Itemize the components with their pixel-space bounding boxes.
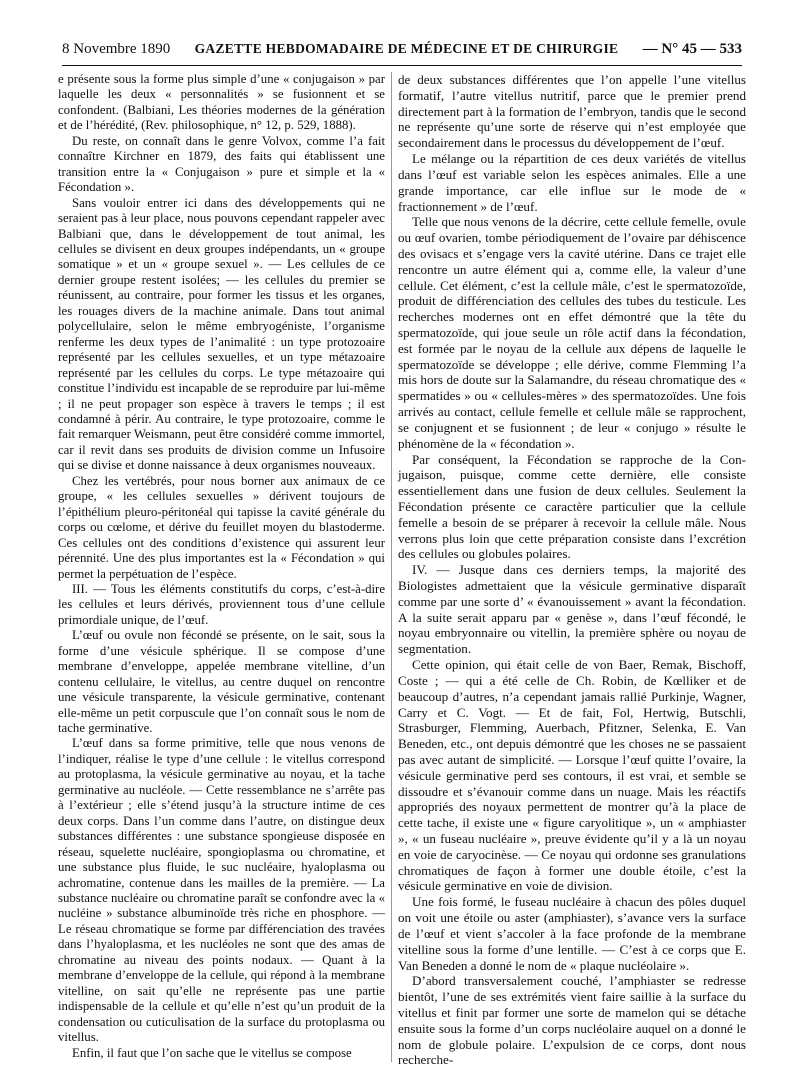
paragraph: e présente sous la forme plus simple d’une « conjugaison » par laquelle les deux « personnalités » se fusionnent et se confondent. (Balbiani, Les théories modernes de la génération et de l’hérédité, (Rev. philosophique, n° 12, p. 529, 1888). (58, 72, 385, 133)
paragraph: Cette opinion, qui était celle de von Baer, Remak, Bischoff, Coste ; — qui a été celle de Ch. Robin, de Kœlliker et de beaucoup d’autres, n’a cependant jamais rallié Purkinje, Wagner, Carry et C. Vogt. — Et de fait, Fol, Hertwig, Butschli, Strasburger, Flemming, Auerbach, Pfitzner, Selenka, E. Van Beneden, etc., ont depuis démontré que les choses ne se passaient pas avec autant de simplicité. — Lorsque l’œuf quitte l’ovaire, la vésicule germinative perd ses contours, il est vrai, et semble se dissoudre et s’évanouir comme dans un nuage. Mais les réactifs appropriés des noyaux permettent de montrer qu’à la place de cette tache, il existe une « figure caryolitique », un « amphiaster », « un fuseau nucléaire », preuve évidente qu’il y a là un noyau en voie de caryocinèse. — Ce noyau qui ordonne ses granulations chromatiques de façon à former une double étoile, c’est la vésicule germinative en voie de division. (398, 657, 746, 894)
left-column (58, 72, 385, 1061)
issue-number: — N° 45 — 533 (642, 40, 742, 57)
paragraph: III. — Tous les éléments constitutifs du corps, c’est-à-dire les cellules et leurs dérivés, proviennent tous d’une cellule primordiale unique, de l’œuf. (58, 581, 385, 627)
paragraph: Le mélange ou la répartition de ces deux variétés de vitellus dans l’œuf est variable selon les espèces animales. Elle a une grande importance, car elle influe sur le mode de « fractionnement » de l’œuf. (398, 151, 746, 214)
header-date: 8 Novembre 1890 (62, 40, 171, 57)
paragraph: Par conséquent, la Fécondation se rapproche de la Conjugaison, puisque, comme cette dernière, elle consiste essentiellement dans une fusion de deux cellules. Seulement la Fécondation présente ce caractère particulier que la cellule femelle a besoin de se préparer à recevoir la cellule mâle. Nous verrons plus loin que cette préparation consiste dans l’excrétion des cellules ou globules polaires. (398, 451, 746, 562)
paragraph: Enfin, il faut que l’on sache que le vitellus se compose (72, 1045, 352, 1060)
paragraph: L’œuf ou ovule non fécondé se présente, on le sait, sous la forme d’une vésicule sphérique. Il se compose d’une membrane d’enveloppe, appelée membrane vitelline, d’un contenu cellulaire, le vitellus, au centre duquel on rencontre une vésicule transparente, la vésicule germinative, contenant elle-même un petit corpuscule que l’on connaît sous le nom de tache germinative. (58, 628, 385, 736)
paragraph: Une fois formé, le fuseau nucléaire à chacun des pôles duquel on voit une étoile ou aster (amphiaster), s’avance vers la surface de l’œuf et vient s’accoler à la face profonde de la membrane vitelline sous la forme d’une lentille. — C’est à ce corps que E. Van Beneden a donné le nom de « plaque nucléolaire ». (398, 894, 746, 973)
paragraph: L’œuf dans sa forme primitive, telle que nous venons de l’indiquer, réalise le type d’une cellule : le vitellus correspond au protoplasma, la vésicule germinative au noyau, et la tache germinative au nucléole. — Cette ressemblance ne s’arrête pas à l’extérieur ; elle s’étend jusqu’à la structure intime de ces deux corps. Dans l’un comme dans l’autre, on distingue deux substances différentes : une substance spongieuse disposée en réseau, squelette nucléaire, spongioplasma ou chromatine, et une substance plus fluide, le suc nucléaire, hyaloplasma ou achromatine, contenue dans les mailles de la première. — La substance nucléaire ou chromatine paraît se confondre avec la « nucléine » substance albuminoïde très riche en phosphore. — Le réseau chromatique se forme par différenciation des travées dans l’hyaloplasma, et les nucléoles ne sont que des amas de chromatine au niveau des points nodaux. — Quant à la membrane d’enveloppe de la cellule, qui répond à la membrane vitelline, on sait qu’elle ne représente pas une partie indispensable de la cellule et qu’elle n’est qu’un produit de la condensation ou cuticulisation de la surface du protoplasma ou vitellus. (58, 736, 385, 1045)
paragraph: Chez les vertébrés, pour nous borner aux animaux de ce groupe, « les cellules sexuelles » dérivent toujours de l’épithélium pleuro-péritonéal qui tapisse la cavité générale du corps ou cœlome, et dérive du feuillet moyen du blastoderme. Ces cellules ont des conditions d’existence qui assurent leur pérennité. Une des plus importantes est la « Fécondation » qui permet la perpétuation de l’espèce. (58, 473, 385, 581)
paragraph: de deux substances différentes que l’on appelle l’une vitellus formatif, l’autre vitellus nutritif, parce que le premier prend directement part à la formation de l’embryon, tandis que le second ne représente qu’une sorte de réserve qui n’est employée que secondairement dans le processus du développement de l’œuf. (398, 72, 746, 151)
journal-title: GAZETTE HEBDOMADAIRE DE MÉDECINE ET DE CHIRURGIE (194, 41, 619, 56)
paragraph: Sans vouloir entrer ici dans des développements qui ne seraient pas à leur place, nous pouvons cependant rappeler avec Balbiani que, dans le développement de tout animal, les cellules se divisent en deux groupes indépendants, un « groupe somatique » et un « groupe sexuel ». — Les cellules de ce dernier groupe restent isolées; — les cellules du premier se réunissent, au contraire, pour former les tissus et les organes, les rouages divers de la machine animale. Dans tout animal polycellulaire, selon le même embryogéniste, l’organisme renferme les deux types de l’animalité : un type protozoaire représenté par les cellules sexuelles, et un type métazoaire représenté par les cellules du corps. Le type métazoaire qui constitue l’individu est incapable de se reproduire par lui-même ; il ne peut propager son espèce à travers le temps ; il est condamné à périr. Au contraire, le type protozoaire, comme le fait remarquer Weismann, peut être considéré comme immortel, car il revit dans ses produits de division comme un Infusoire qui se divise et donne naissance à deux organismes nouveaux. (58, 195, 385, 473)
column-divider (391, 72, 392, 1062)
paragraph: Du reste, on connaît dans le genre Volvox, comme l’a fait connaître Kirchner en 1879, des faits qui établissent une transition entre la « Conjugaison » pure et simple et la « Fécondation ». (58, 133, 385, 195)
page-header (62, 38, 742, 60)
header-rule (62, 65, 742, 66)
paragraph: Telle que nous venons de la décrire, cette cellule femelle, ovule ou œuf ovarien, tombe périodiquement de l’ovaire par déhiscence des ovisacs et s’engage vers la cavité utérine. Dans ce trajet elle rencontre un autre élément qui a, comme elle, la valeur d’une cellule. Cet élément, c’est la cellule mâle, c’est le spermatozoïde, produit de différenciation des cellules des tubes du testicule. Les recherches modernes ont en effet démontré que la tête du spermatozoïde, qui joue seule un rôle actif dans la fécondation, est formée par le noyau de la cellule aux dépens de laquelle le spermatozoïde se développe ; elle dérive, comme Flemming l’a mis hors de doute sur la Salamandre, du réseau chromatique des « spermatides » ou « cellules-mères » des spermatozoïdes. Une fois arrivés au contact, cellule femelle et cellule mâle se rapprochent, se conjugnent et se fusionnent ; de leur « conjugo » résulte le phénomène de la « fécondation ». (398, 214, 746, 451)
paragraph: D’abord transversalement couché, l’amphiaster se redresse bientôt, l’une de ses extrémités vient faire saillie à la surface du vitellus et finit par former une sorte de mamelon qui se détache ensuite sous la forme d’un corps nucléolaire auquel on a donné le nom de globule polaire. L’expulsion de ce corps, dont nous recherche- (398, 973, 746, 1068)
paragraph: IV. — Jusque dans ces derniers temps, la majorité des Biologistes admettaient que la vésicule germinative disparaît comme par une sorte d’ « évanouissement » avant la fécondation. A la suite serait apparu par « genèse », dans l’œuf fécondé, le noyau embryonnaire ou vitellin, la première sphère ou noyau de segmentation. (398, 562, 746, 657)
right-column (398, 72, 746, 1068)
